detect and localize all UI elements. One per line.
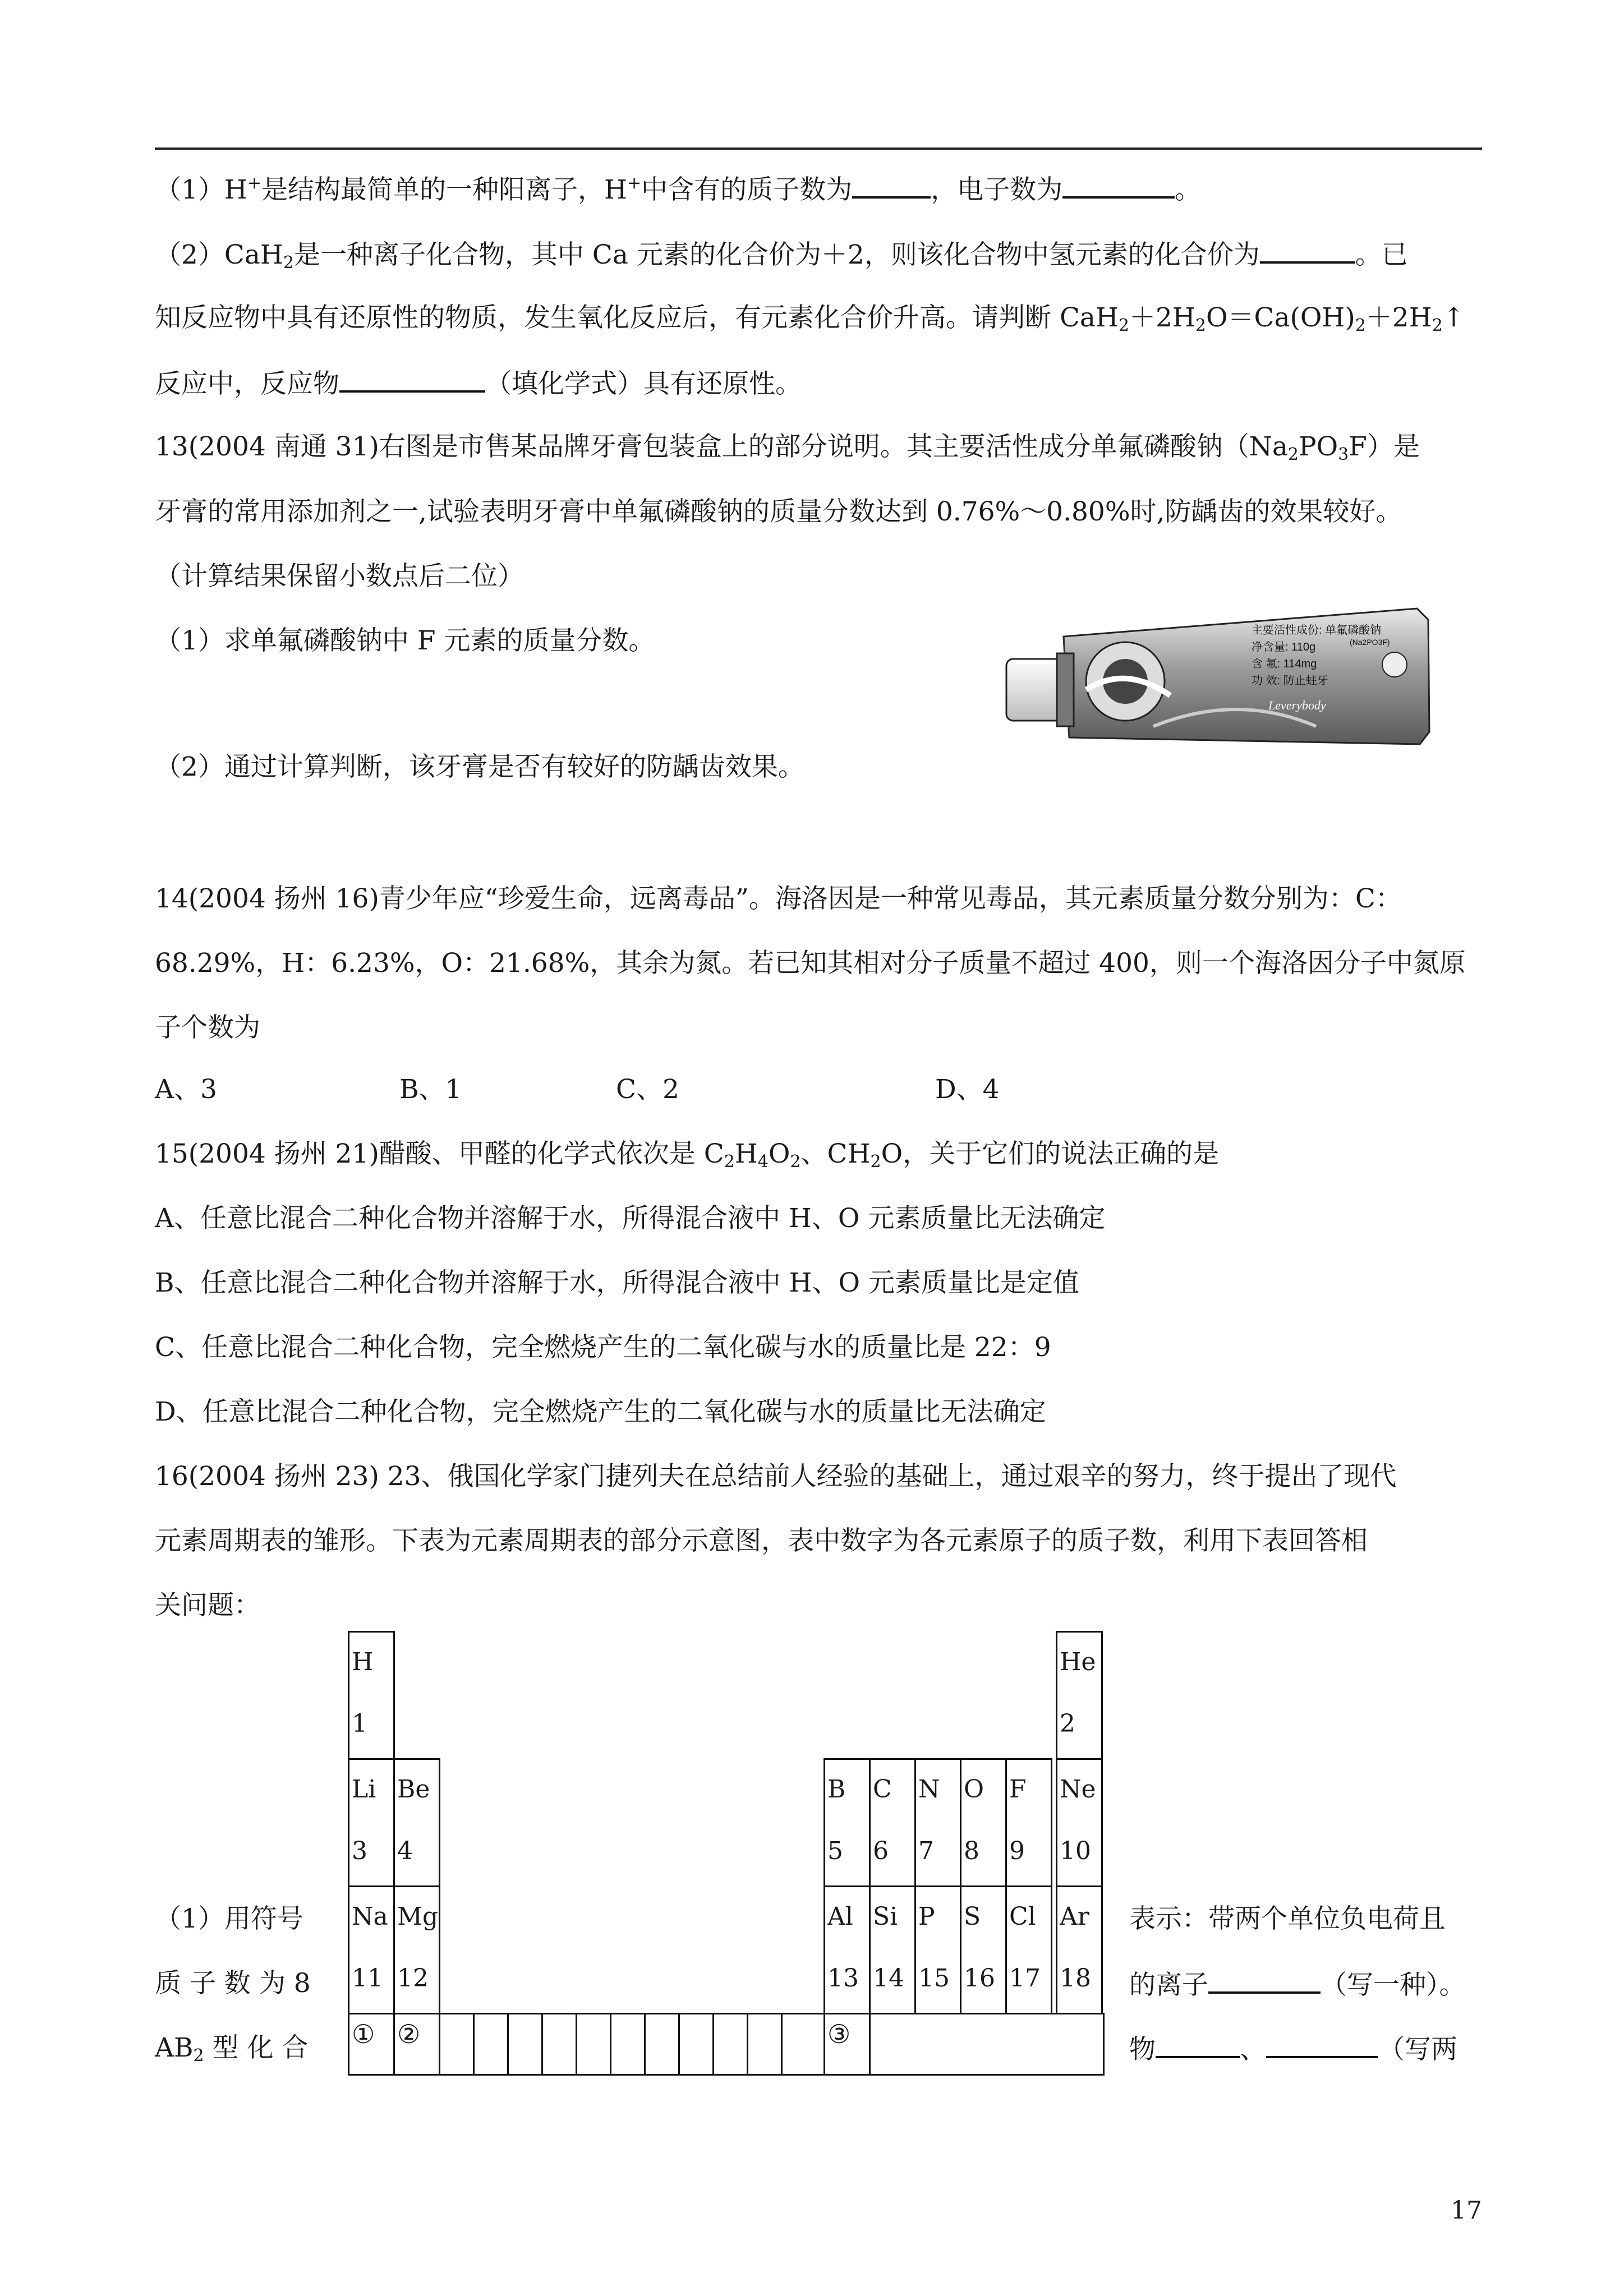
q13-stem-line3: （计算结果保留小数点后二位） <box>155 561 524 592</box>
q16-stem-line3: 关问题： <box>155 1590 260 1621</box>
answer-blank[interactable] <box>1156 2031 1240 2058</box>
q13-stem-line2: 牙膏的常用添加剂之一,试验表明牙膏中单氟磷酸钠的质量分数达到 0.76%～0.80%时,防龋齿的效果较好。 <box>155 496 1402 527</box>
element-cell-C: C 6 <box>869 1758 916 1887</box>
element-cell-S: S 16 <box>960 1885 1007 2014</box>
tube-label-line4: 功 效: 防止蛀牙 <box>1252 675 1328 687</box>
q13-stem-line1: 13(2004 南通 31)右图是市售某品牌牙膏包装盒上的部分说明。其主要活性成分单氟磷酸钠$(Na_2PO_3F)$是 <box>155 431 1420 464</box>
element-cell-Li: Li 3 <box>348 1758 395 1887</box>
element-cell-Mg: Mg 12 <box>393 1885 440 2014</box>
answer-blank[interactable] <box>1062 172 1175 199</box>
toothpaste-box-image <box>1002 597 1432 760</box>
q14-stem-line2: 68.29%，H：6.23%，O：21.68%，其余为氮。若已知其相对分子质量不超过 400，则一个海洛因分子中氮原 <box>155 948 1466 979</box>
table-cell <box>644 2013 680 2076</box>
element-cell-Cl: Cl 17 <box>1005 1885 1052 2014</box>
tube-label-line1: 主要活性成份: 单氟磷酸钠 <box>1252 624 1382 637</box>
q12-part2: （2）CaH$_2$是一种离子化合物，其中 Ca 元素的化合价为＋2，则该化合物中氢元素的化合价为 。已 <box>155 237 1482 272</box>
q14-stem-line3: 子个数为 <box>155 1012 260 1043</box>
q12-part1: （1）H+是结构最简单的一种阳离子，H+中含有的质子数为 ，电子数为 。 <box>155 172 1482 207</box>
table-cell <box>439 2013 475 2076</box>
q15-stem: 15(2004 扬州 21)醋酸、甲醛的化学式依次是 $C_2H_4O_2$、$CH_2O$，关于它们的说法正确的是 <box>155 1138 1220 1172</box>
q14-option-d[interactable]: D、4 <box>935 1074 1000 1105</box>
table-cell-marker-3: ③ <box>823 2013 871 2076</box>
q14-option-c[interactable]: C、2 <box>616 1074 679 1105</box>
tube-brand: Leverybody <box>1268 698 1326 712</box>
q16-part1-right-line2: 的离子 （写一种）。 <box>1129 1967 1466 2002</box>
tube-label-formula: (Na2PO3F) <box>1350 638 1390 647</box>
q16-part1-right-line1: 表示：带两个单位负电荷且 <box>1129 1903 1446 1934</box>
element-cell-Ne: Ne 10 <box>1056 1758 1103 1887</box>
q12-part2-end: 反应中，反应物 （填化学式）具有还原性。 <box>155 366 1482 401</box>
answer-blank[interactable] <box>339 366 485 393</box>
element-cell-Al: Al 13 <box>823 1885 871 2014</box>
q16-part1-left-line3: $AB_2$ 型 化 合 <box>155 2032 309 2066</box>
table-cell <box>507 2013 543 2076</box>
q13-part1: （1）求单氟磷酸钠中 F 元素的质量分数。 <box>155 625 655 656</box>
answer-blank[interactable] <box>1266 2031 1378 2058</box>
q16-stem-line2: 元素周期表的雏形。下表为元素周期表的部分示意图，表中数字为各元素原子的质子数，利用下表回答相 <box>155 1525 1368 1556</box>
table-cell <box>473 2013 509 2076</box>
answer-blank[interactable] <box>1208 1967 1321 1994</box>
table-cell <box>576 2013 611 2076</box>
table-cell <box>781 2013 825 2076</box>
q16-part1-left-line1: （1）用符号 <box>155 1903 303 1934</box>
tube-logo-icon <box>1382 652 1407 677</box>
tube-label-line3: 含 氟: 114mg <box>1252 658 1317 670</box>
element-cell-He: He 2 <box>1056 1631 1103 1760</box>
q15-option-b[interactable]: B、任意比混合二种化合物并溶解于水，所得混合液中 H、O 元素质量比是定值 <box>155 1267 1079 1298</box>
table-cell <box>869 2013 1105 2076</box>
table-cell <box>678 2013 714 2076</box>
q15-option-c[interactable]: C、任意比混合二种化合物，完全燃烧产生的二氧化碳与水的质量比是 22：9 <box>155 1332 1051 1363</box>
q16-stem-line1: 16(2004 扬州 23) 23、俄国化学家门捷列夫在总结前人经验的基础上，通过艰辛的努力，终于提出了现代 <box>155 1461 1397 1492</box>
answer-blank[interactable] <box>852 172 931 199</box>
element-cell-Ar: Ar 18 <box>1056 1885 1103 2014</box>
q15-option-a[interactable]: A、任意比混合二种化合物并溶解于水，所得混合液中 H、O 元素质量比无法确定 <box>155 1203 1106 1234</box>
q15-option-d[interactable]: D、任意比混合二种化合物，完全燃烧产生的二氧化碳与水的质量比无法确定 <box>155 1396 1046 1427</box>
element-cell-H: H 1 <box>348 1631 395 1760</box>
q16-part1-right-line3: 物 、 （写两 <box>1129 2031 1457 2067</box>
q12-part2-cont: 知反应物中具有还原性的物质，发生氧化反应后，有元素化合价升高。请判断 $CaH_2+2H_2O=Ca(OH)_2+2H_2↑$ <box>155 302 1465 335</box>
table-cell <box>610 2013 646 2076</box>
table-cell-marker-1: ① <box>348 2013 395 2076</box>
q14-option-b[interactable]: B、1 <box>399 1074 462 1105</box>
element-cell-P: P 15 <box>914 1885 961 2014</box>
element-cell-O: O 8 <box>960 1758 1007 1887</box>
element-cell-Si: Si 14 <box>869 1885 916 2014</box>
tube-label-line2: 净含量: 110g <box>1252 641 1316 653</box>
element-cell-Be: Be 4 <box>393 1758 440 1887</box>
table-cell <box>541 2013 577 2076</box>
answer-blank[interactable] <box>1260 237 1355 264</box>
q14-stem-line1: 14(2004 扬州 16)青少年应“珍爱生命，远离毒品”。海洛因是一种常见毒品，其元素质量分数分别为：C： <box>155 883 1402 914</box>
element-cell-F: F 9 <box>1005 1758 1052 1887</box>
table-cell <box>747 2013 783 2076</box>
q16-part1-left-line2: 质 子 数 为 8 <box>155 1968 311 1999</box>
element-cell-B: B 5 <box>823 1758 871 1887</box>
table-cell <box>712 2013 748 2076</box>
q14-option-a[interactable]: A、3 <box>155 1074 217 1105</box>
element-cell-N: N 7 <box>914 1758 961 1887</box>
table-cell-marker-2: ② <box>393 2013 440 2076</box>
element-cell-Na: Na 11 <box>348 1885 395 2014</box>
page-number: 17 <box>1451 2196 1482 2225</box>
header-rule <box>155 147 1482 150</box>
q13-part2: （2）通过计算判断，该牙膏是否有较好的防龋齿效果。 <box>155 751 804 782</box>
